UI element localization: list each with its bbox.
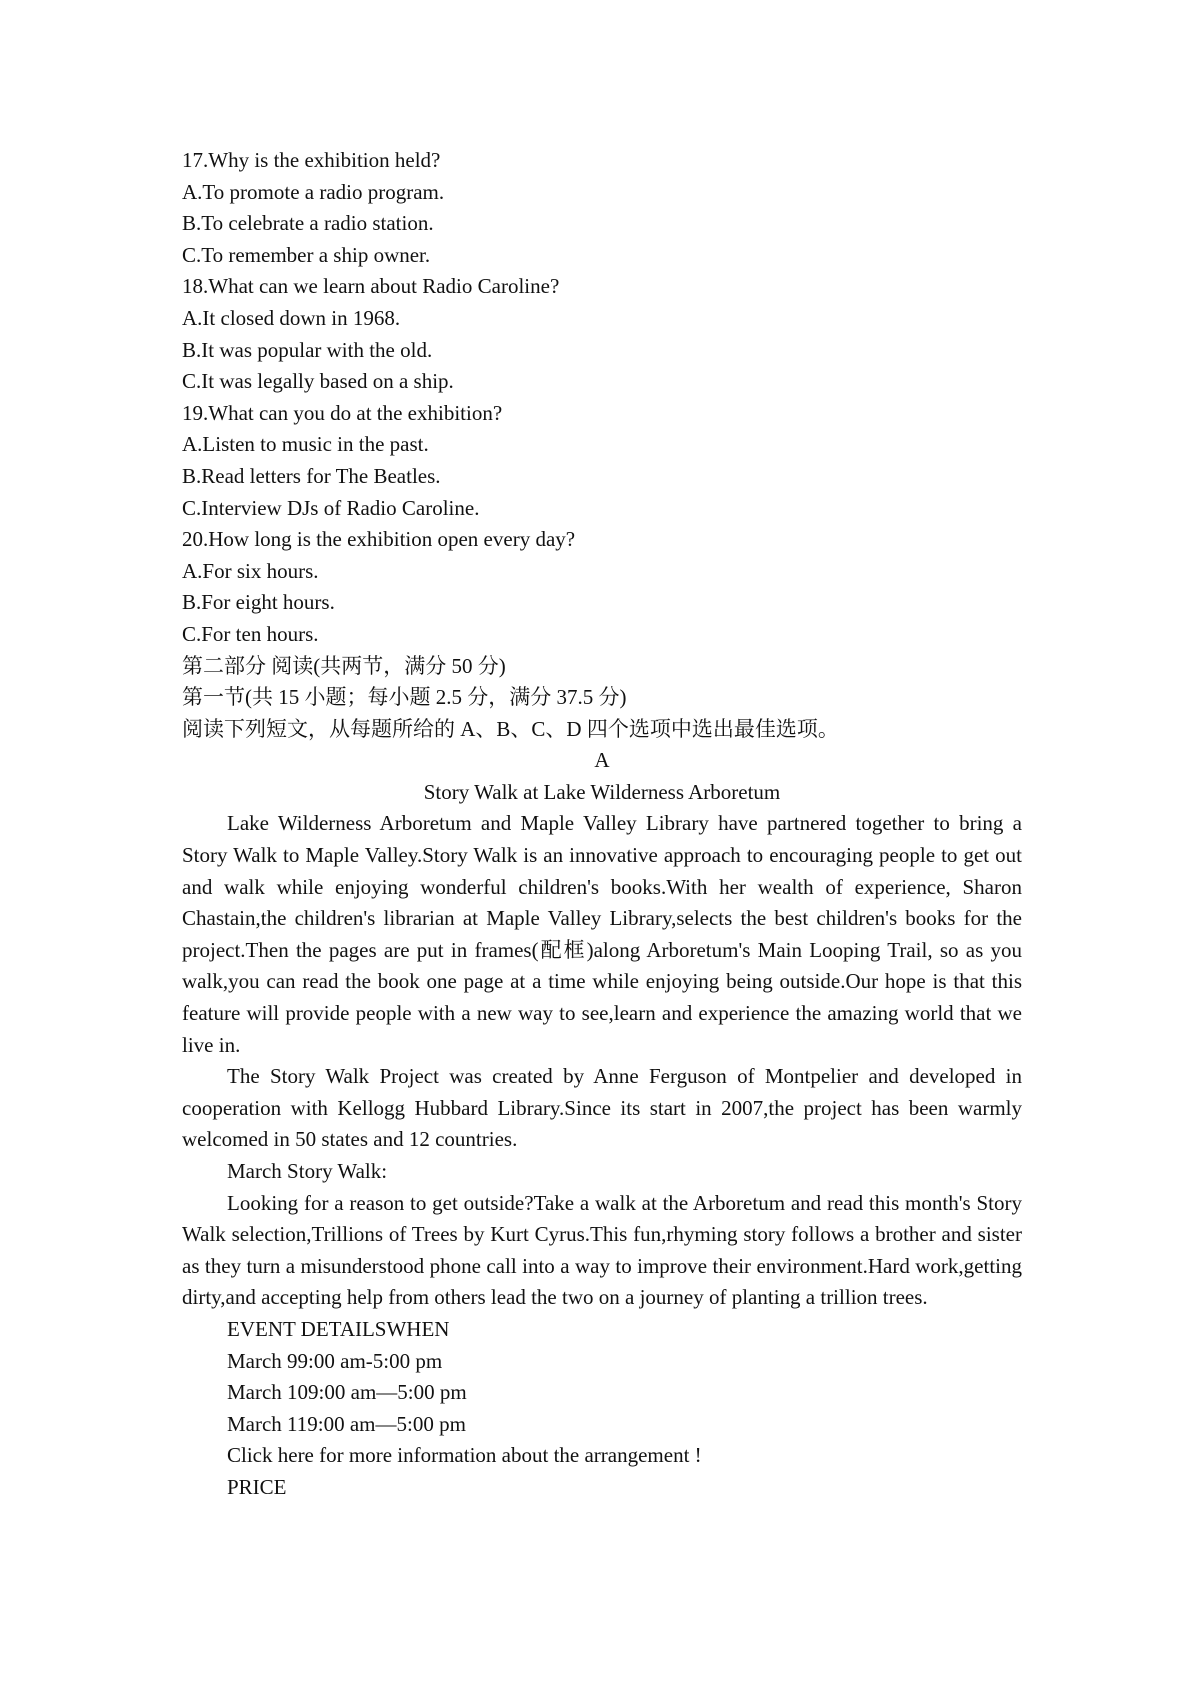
question-20: [182, 524, 1022, 650]
option-c: C.It was legally based on a ship.: [182, 369, 454, 394]
passage-paragraph-1: Lake Wilderness Arboretum and Maple Valley Library have partnered together to bring a Story Walk to Maple Valley.Story Walk is an innovative approach to encouraging people to get out and walk while enjoying wonderful children's books.With her wealth of experience, Sharon Chastain,the children's librarian at Maple Valley Library,selects the best children's books for the project.Then the pages are put in frames(配框)along Arboretum's Main Looping Trail, so as you walk,you can read the book one page at a time while enjoying being outside.Our hope is that this feature will provide people with a new way to see,learn and experience the amazing world that we live in.: [182, 811, 1022, 1057]
price-heading: PRICE: [227, 1474, 287, 1499]
more-info-link[interactable]: Click here for more information about the arrangement !: [227, 1443, 702, 1468]
option-b: B.To celebrate a radio station.: [182, 211, 434, 236]
event-heading: EVENT DETAILSWHEN: [227, 1316, 450, 1341]
event-date: March 99:00 am-5:00 pm: [227, 1348, 443, 1373]
passage-title: Story Walk at Lake Wilderness Arboretum: [423, 779, 781, 804]
document-page: [182, 145, 1022, 1504]
option-b: B.For eight hours.: [182, 590, 335, 615]
option-a: A.For six hours.: [182, 558, 319, 583]
march-paragraph: Looking for a reason to get outside?Take a walk at the Arboretum and read this month's Story Walk selection,Trillions of Trees by Kurt Cyrus.This fun,rhyming story follows a brother and sister as they turn a misunderstood phone call into a way to improve their environment.Hard work,getting dirty,and accepting help from others lead the two on a journey of planting a trillion trees.: [182, 1190, 1022, 1310]
option-b: B.Read letters for The Beatles.: [182, 463, 441, 488]
question-stem: 18.What can we learn about Radio Caroline?: [182, 274, 560, 299]
question-stem: 19.What can you do at the exhibition?: [182, 400, 503, 425]
option-b: B.It was popular with the old.: [182, 337, 433, 362]
passage-paragraph-2: The Story Walk Project was created by Anne Ferguson of Montpelier and developed in cooperation with Kellogg Hubbard Library.Since its start in 2007,the project has been warmly welcomed in 50 states and 12 countries.: [182, 1064, 1022, 1152]
event-date: March 109:00 am—5:00 pm: [227, 1380, 467, 1405]
question-18: [182, 271, 1022, 397]
option-a: A.To promote a radio program.: [182, 179, 445, 204]
march-heading: March Story Walk:: [227, 1159, 388, 1183]
subsection-heading: 第一节(共 15 小题；每小题 2.5 分，满分 37.5 分): [182, 685, 627, 710]
question-17: [182, 145, 1022, 271]
question-19: [182, 398, 1022, 524]
option-a: A.It closed down in 1968.: [182, 305, 401, 330]
question-stem: 17.Why is the exhibition held?: [182, 148, 441, 172]
question-stem: 20.How long is the exhibition open every day?: [182, 527, 576, 552]
option-c: C.To remember a ship owner.: [182, 242, 431, 267]
option-c: C.Interview DJs of Radio Caroline.: [182, 495, 480, 520]
part-heading: 第二部分 阅读(共两节，满分 50 分): [182, 653, 506, 678]
section-instructions: 阅读下列短文，从每题所给的 A、B、C、D 四个选项中选出最佳选项。: [182, 716, 839, 741]
event-date: March 119:00 am—5:00 pm: [227, 1411, 466, 1436]
option-a: A.Listen to music in the past.: [182, 432, 429, 457]
passage-letter: A: [594, 748, 610, 773]
option-c: C.For ten hours.: [182, 621, 319, 646]
